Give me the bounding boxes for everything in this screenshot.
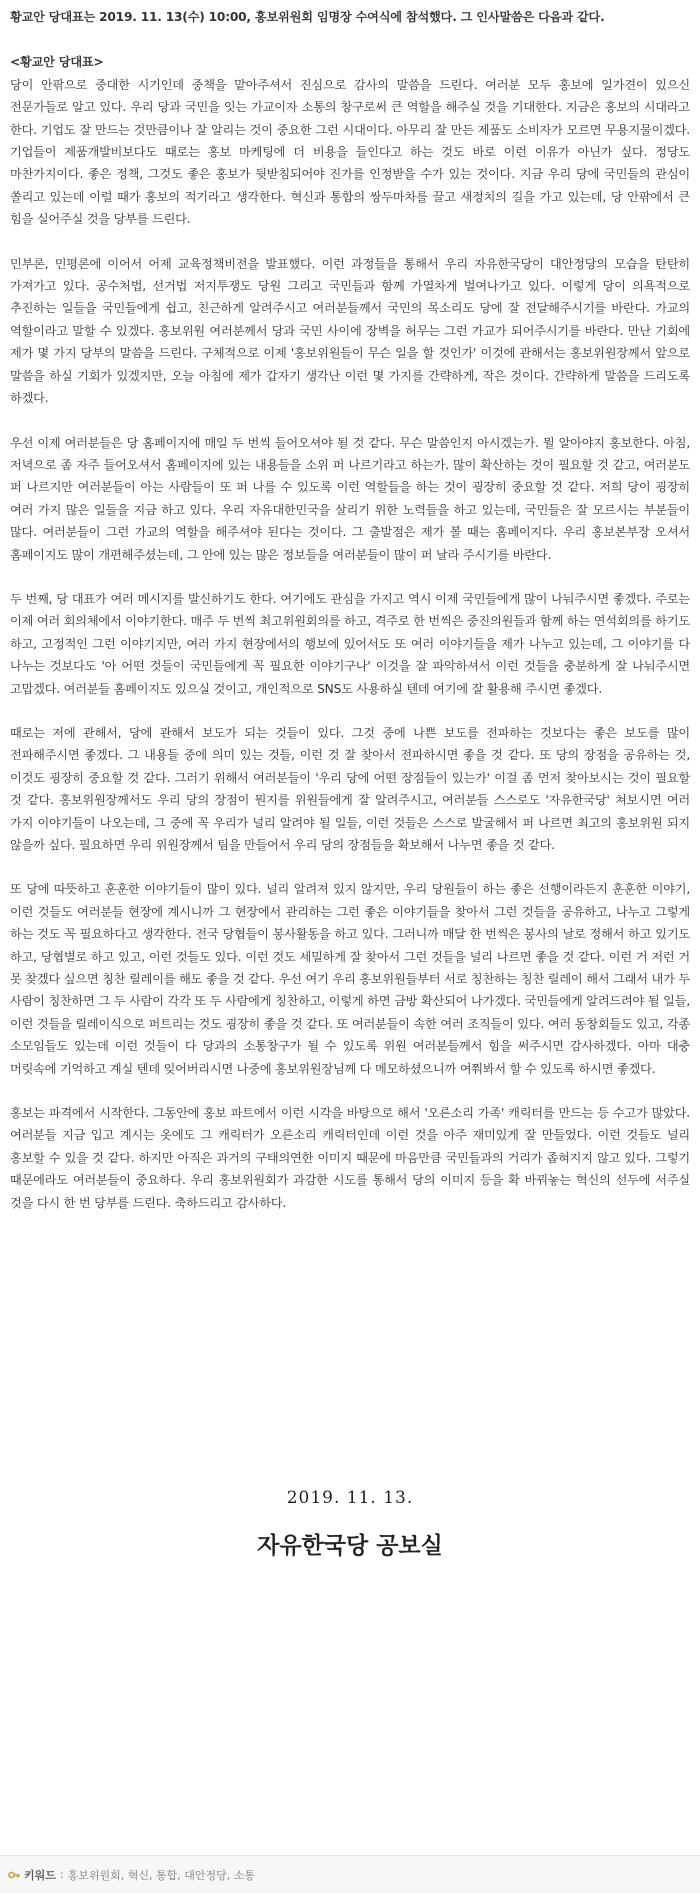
speech-paragraph-2: 민부론, 민평론에 이어서 어제 교육정책비전을 발표했다. 이런 과정들을 통해서 우리 자유한국당이 대안정당의 모습을 탄탄히 가져가고 있다. 공수처법, 선거법 저지투쟁도 당원 그리고 국민들과 함께 가열차게 벌여나가고 있다. 이렇게 당이 의욕적으로 추진하는 일들을 국민들에게 쉽고, 친근하게 알려주시고 여러분들께서 국민의 목소리도 당에 잘 전달해주시기를 바란다. 가교의 역할이라고 말할 수 있겠다. 홍보위원 여러분께서 당과 국민 사이에 장벽을 허무는 그런 가교가 되어주시기를 바란다. 만난 기회에 제가 몇 가지 당부의 말씀을 드린다. 구체적으로 이제 '홍보위원들이 무슨 일을 할 것인가' 이것에 관해서는 홍보위원장께서 앞으로 말씀을 하실 기회가 있겠지만, 오늘 아침에 제가 갑자기 생각난 이런 몇 가지를 간략하게, 작은 것이다. 간략하게 말씀을 드리도록 하겠다. — [10, 256, 690, 406]
issuing-office: 자유한국당 공보실 — [257, 1533, 443, 1559]
speech-paragraph-6: 또 당에 따뜻하고 훈훈한 이야기들이 많이 있다. 널리 알려져 있지 않지만, 우리 당원들이 하는 좋은 선행이라든지 훈훈한 이야기, 이런 것들도 여러분들 현장에 계시니까 그 현장에서 관리하는 그런 좋은 이야기들을 찾아서 그런 것들을 공유하고, 나누고 그렇게 하는 것도 꼭 필요하다고 생각한다. 전국 당협들이 봉사활동을 하고 있다. 그러니까 매달 한 번씩은 봉사의 날로 정해서 하고 있기도 하고, 당협별로 하고 있고, 이런 것들도 있다. 이런 것도 세밀하게 잘 찾아서 그런 것들을 널리 나르면 좋을 것 같다. 이런 거 저런 거 못 찾겠다 싶으면 칭찬 릴레이를 해도 좋을 것 같다. 우선 여기 우리 홍보위원들부터 서로 칭찬하는 칭찬 릴레이 해서 그래서 내가 두 사람이 칭찬하면 그 두 사람이 각각 또 두 사람에게 칭찬하고, 이렇게 하면 금방 확산되어 나가겠다. 국민들에게 알려드려야 될 일들, 이런 것들을 릴레이식으로 퍼트리는 것도 굉장히 좋을 것 같다. 또 여러분들이 속한 여러 조직들이 있다. 여러 동창회들도 있고, 각종 소모임들도 있는데 이런 것들이 다 당과의 소통창구가 될 수 있도록 위원 여러분들께서 힘을 써주시면 감사하겠다. 아마 대충 머릿속에 기억하고 계실 텐데 잊어버리시면 나중에 홍보위원장님께 다 메모하셨으니까 여쭤봐서 할 수 있도록 하시면 좋겠다. — [10, 882, 690, 1076]
speech-paragraph-3: 우선 이제 여러분들은 당 홈페이지에 매일 두 번씩 들어오셔야 될 것 같다. 무슨 말씀인지 아시겠는가. 뭘 알아야지 홍보한다. 아침, 저녁으로 좀 자주 들어오셔서 홈페이지에 있는 내용들을 소위 퍼 나르기라고 하는가. 많이 확산하는 것이 필요할 것 같고, 여러분도 퍼 나르지만 여러분들이 아는 사람들이 또 퍼 나를 수 있도록 이런 역할들을 하는 것이 굉장히 중요할 것 같다. 저희 당이 굉장히 여러 가지 많은 일들을 지금 하고 있다. 우리 자유대한민국을 살리기 위한 노력들을 하고 있는데, 국민들은 잘 모르시는 부분들이 많다. 여러분들이 그런 가교의 역할을 해주셔야 된다는 것이다. 그 출발점은 제가 볼 때는 홈페이지다. 우리 홍보본부장 오셔서 홈페이지도 많이 개편해주셨는데, 그 안에 있는 많은 정보들을 여러분들이 많이 퍼 날라 주시기를 바란다. — [10, 435, 690, 562]
speech-paragraph-1: 당이 안팎으로 중대한 시기인데 중책을 맡아주셔서 진심으로 감사의 말씀을 드린다. 여러분 모두 홍보에 일가견이 있으신 전문가들로 알고 있다. 우리 당과 국민을 잇는 가교이자 소통의 창구로써 큰 역할을 해주실 것을 기대한다. 지금은 홍보의 시대라고 한다. 기업도 잘 만드는 것만큼이나 잘 알리는 것이 중요한 그런 시대이다. 아무리 잘 만든 제품도 소비자가 모르면 무용지물이겠다. 기업들이 제품개발비보다도 때로는 홍보 마케팅에 더 비용을 들인다고 하는 것도 바로 이런 이유가 아닌가 싶다. 정당도 마찬가지이다. 좋은 정책, 그것도 좋은 홍보가 뒷받침되어야 진가를 인정받을 수가 있는 것이다. 지금 우리 당에 국민들의 관심이 쏠리고 있는데 이럴 때가 홍보의 적기라고 생각한다. 혁신과 통합의 쌍두마차를 끌고 새정치의 길을 가고 있는데, 당 안팎에서 큰 힘을 실어주실 것을 당부를 드린다. — [10, 77, 690, 227]
keywords-list: 홍보위원회, 혁신, 통합, 대안정당, 소통 — [67, 1868, 255, 1882]
press-release-body — [10, 6, 690, 1236]
article-intro: 황교안 당대표는 2019. 11. 13(수) 10:00, 홍보위원회 임명장 수여식에 참석했다. 그 인사말씀은 다음과 같다. — [10, 10, 605, 24]
speech-paragraph-5: 때로는 저에 관해서, 당에 관해서 보도가 되는 것들이 있다. 그것 중에 나쁜 보도를 전파하는 것보다는 좋은 보도를 많이 전파해주시면 좋겠다. 그 내용들 중에 의미 있는 것들, 이런 것 잘 찾아서 전파하시면 좋을 것 같다. 또 당의 장점을 공유하는 것, 이것도 굉장히 중요할 것 같다. 그러기 위해서 여러분들이 '우리 당에 어떤 장점들이 있는가' 이걸 좀 먼저 찾아보시는 것이 필요할 것 같다. 홍보위원장께서도 우리 당의 장점이 뭔지를 위원들에게 잘 알려주시고, 여러분들 스스로도 '자유한국당' 쳐보시면 여러 가지 이야기들이 나오는데, 그 중에 꼭 우리가 널리 알려야 될 일들, 이런 것들은 스스로 발굴해서 퍼 나르면 최고의 홍보위원 되지 않을까 싶다. 필요하면 우리 위원장께서 팀을 만들어서 우리 당의 장점들을 확보해서 나누면 좋을 것 같다. — [10, 725, 690, 852]
keywords-bar — [0, 1855, 700, 1893]
keywords-separator: : — [59, 1868, 64, 1881]
speech-paragraph-4: 두 번째, 당 대표가 여러 메시지를 발신하기도 한다. 여기에도 관심을 가지고 역시 이제 국민들에게 많이 나눠주시면 좋겠다. 주로는 이제 여러 회의체에서 이야기한다. 매주 두 번씩 최고위원회의를 하고, 격주로 한 번씩은 중진의원들과 함께 하는 연석회의를 하기도 하고, 고정적인 그런 이야기지만, 여러 가지 현장에서의 행보에 있어서도 또 여러 이야기들을 제가 나누고 있는데, 그 이야기를 다 나누는 것보다도 '아 어떤 것들이 국민들에게 꼭 필요한 이야기구나' 이것을 잘 파악하셔서 이런 것들을 충분하게 잘 나눠주시면 고맙겠다. 여러분들 홈페이지도 있으실 것이고, 개인적으로 SNS도 사용하실 텐데 여기에 잘 활용해 주시면 좋겠다. — [10, 591, 690, 696]
keywords-label: 키워드 — [24, 1868, 56, 1882]
key-icon — [8, 1869, 20, 1881]
speech-paragraph-7: 홍보는 파격에서 시작한다. 그동안에 홍보 파트에서 이런 시각을 바탕으로 해서 '오른소리 가족' 캐릭터를 만드는 등 수고가 많았다. 여러분들 지금 입고 계시는 옷에도 그 캐릭터가 오른소리 캐릭터인데 이런 것을 아주 재미있게 잘 만들었다. 이런 것들도 널리 홍보할 수 있을 것 같다. 하지만 아직은 과거의 구태의연한 이미지 때문에 마음만큼 국민들과의 거리가 좁혀지지 않고 있다. 그렇기 때문에라도 여러분들이 중요하다. 우리 홍보위원회가 과감한 시도를 통해서 당의 이미지 등을 확 바꿔놓는 혁신의 선두에 서주실 것을 다시 한 번 당부를 드린다. 축하드리고 감사하다. — [10, 1106, 690, 1210]
speaker-label: <황교안 당대표> — [10, 55, 104, 70]
release-date: 2019. 11. 13. — [286, 1488, 414, 1508]
